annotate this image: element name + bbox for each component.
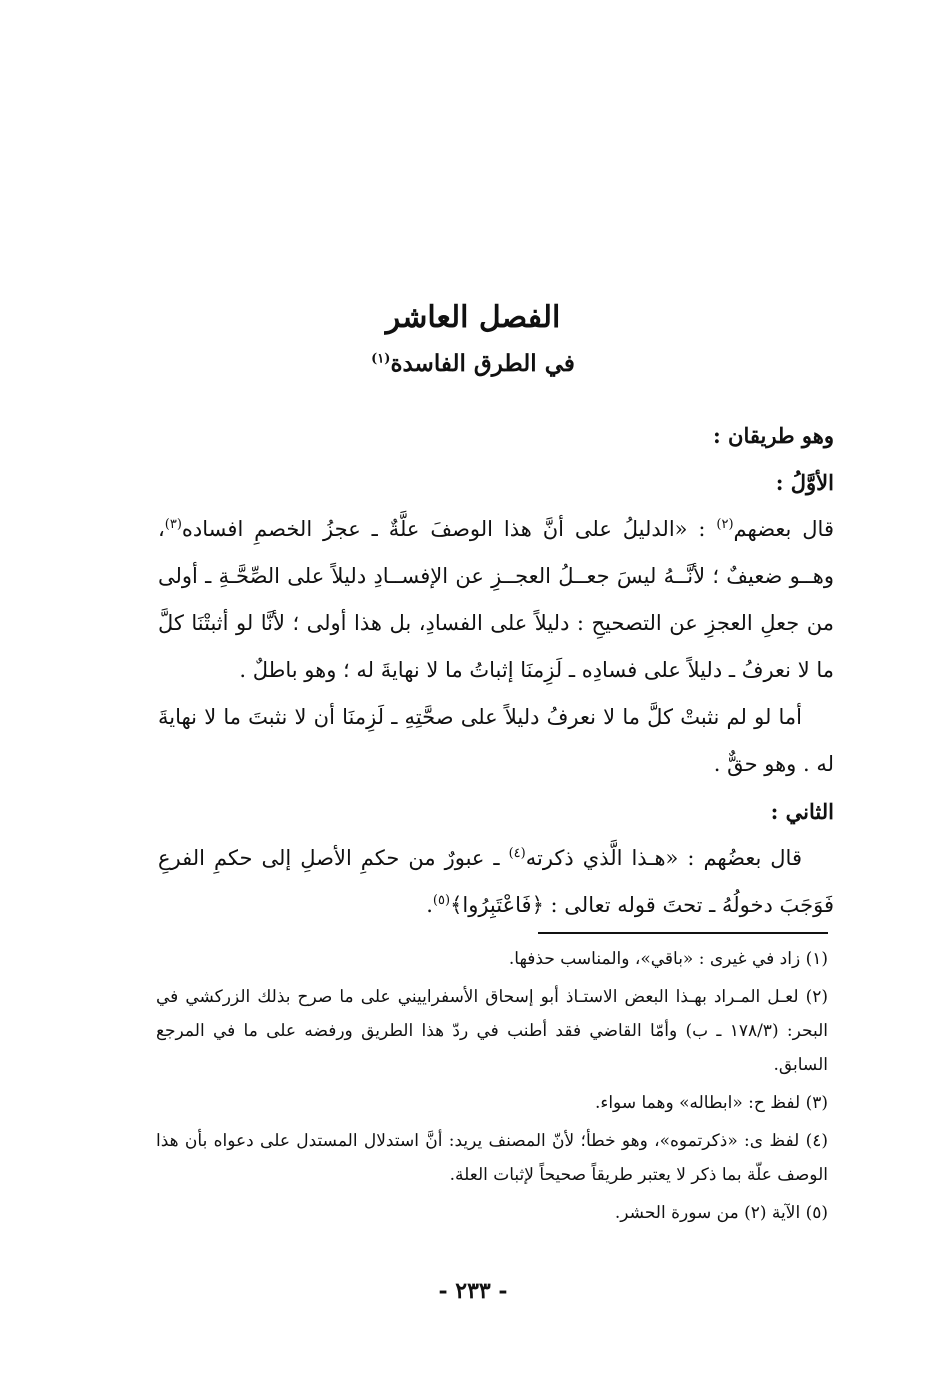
main-text [158,412,834,929]
first-method-heading: الأوَّلُ : [775,470,834,495]
footnotes [156,942,828,1234]
footnote-ref-3: (٣) [164,517,182,532]
paragraph-3-part-c: . [426,893,433,917]
paragraph-1-part-b: : «الدليلُ على أنَّ هذا الوصفَ علَّةٌ ـ عجزُ الخصمِ افساده [181,517,706,541]
footnote-divider [538,932,828,934]
paragraph-3 [158,835,834,929]
footnote-4: (٤) لفظ ى: «ذكرتموه»، وهو خطأ؛ لأنّ المصنف يريد: أنَّ استدلال المستدل على دعواه بأن هذا الوصف علّة بما ذكر لا يعتبر طريقاً صحيحاً لإثبات العلة. [156,1131,828,1185]
footnote-ref-1: (١) [371,351,391,367]
footnote-ref-4: (٤) [508,846,526,861]
footnote-ref-5: (٥) [432,893,451,908]
paragraph-3-part-b: ـ عبورٌ من حكمِ الأصلِ إلى حكمِ الفرعِ فَوَجَبَ دخولُهُ ـ تحتَ قوله تعالى : ﴿فَاعْتَبِرُوا﴾ [158,846,834,917]
chapter-subtitle [0,350,946,377]
paragraph-3-part-a: قال بعضُهم : «هـذا الَّذي ذكرته [525,846,802,870]
footnote-3: (٣) لفظ ح: «ابطاله» وهما سواء. [594,1093,828,1113]
paragraph-1-part-c: ، وهــو ضعيفٌ ؛ لأنَّــهُ ليسَ جعــلُ العجــزِ عن الإفســادِ دليلاً على الصِّحَّـةِ ـ أولى من جعلِ العجزِ عن التصحيحِ : دليلاً على الفسادِ، بل هذا أولى ؛ لأنَّا لو أثبتْنَا كلَّ ما لا نعرفُ ـ دليلاً على فسادِه ـ لَزِمنَا إثباتُ ما لا نهايةَ له ؛ وهو باطلٌ . [158,517,834,682]
page-number: - ٢٣٣ - [438,1278,508,1304]
paragraph-1 [158,506,834,694]
footnote-5: (٥) الآية (٢) من سورة الحشر. [614,1203,828,1223]
paragraph-2: أما لو لم نثبتْ كلَّ ما لا نعرفُ دليلاً على صحَّتِهِ ـ لَزِمنَا أن لا نثبتَ ما لا نهايةَ له . وهو حقٌّ . [158,705,834,776]
chapter-title: الفصل العاشر [385,300,561,335]
paragraph-1-part-a: قال بعضهم [733,517,834,541]
second-method-heading: الثاني : [770,799,834,824]
footnote-2: (٢) لعـل المـراد بهـذا البعض الاستـاذ أبو إسحاق الأسفراييني على ما صرح بذلك الزركشي في البحر: (١٧٨/٣ ـ ب) وأمّا القاضي فقد أطنب في ردّ هذا الطريق ورفضه على ما في المرجع السابق. [156,987,828,1075]
footnote-1: (١) زاد في غيرى : «باقي»، والمناسب حذفها. [508,949,828,969]
footnote-ref-2: (٢) [716,517,734,532]
intro-line: وهو طريقان : [712,423,834,448]
chapter-subtitle-text: في الطرق الفاسدة [390,350,575,377]
